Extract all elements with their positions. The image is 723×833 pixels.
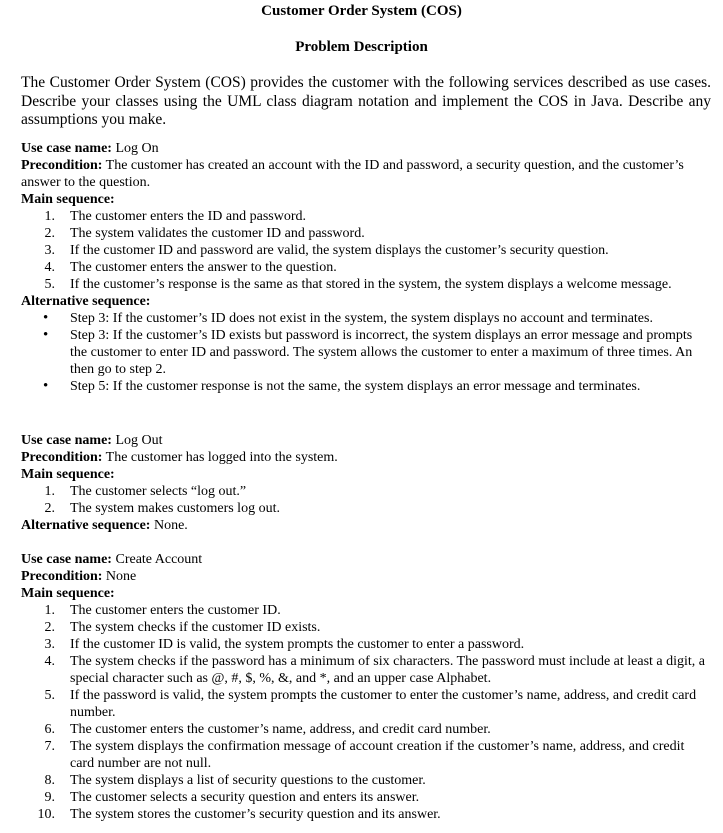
- list-item: 2. The system makes customers log out.: [44, 501, 280, 516]
- list-item: 8. The system displays a list of security questions to the customer.: [44, 773, 426, 788]
- list-item: 1. The customer selects “log out.”: [44, 484, 247, 499]
- precondition-text: The customer has logged into the system.: [105, 450, 338, 465]
- list-item: 7. The system displays the confirmation message of account creation if the customer’s name, address, and credit card number are not null.: [44, 739, 685, 771]
- use-case-name-line: [21, 140, 711, 157]
- use-case-name: Log On: [115, 141, 159, 156]
- alternative-sequence-label: Alternative sequence:: [21, 294, 151, 309]
- precondition-line: [21, 157, 711, 191]
- bullet-icon: •: [43, 310, 49, 326]
- alternative-text: None.: [153, 518, 188, 533]
- use-case-name-line: [21, 551, 711, 568]
- alternative-sequence-line: [21, 517, 711, 534]
- list-item: 2. The system validates the customer ID and password.: [44, 226, 365, 241]
- list-item: 3. If the customer ID is valid, the system prompts the customer to enter a password.: [44, 637, 525, 652]
- use-case-log-on: [21, 140, 711, 395]
- intro-paragraph: The Customer Order System (COS) provides the customer with the following services described as use cases. Describe your classes using the UML class diagram notation and implement the COS in Java. Describe any assumptions you make.: [21, 74, 711, 128]
- use-case-create-account: [21, 551, 711, 823]
- bullet-icon: •: [43, 327, 49, 343]
- main-sequence-list: [21, 483, 711, 517]
- label: Precondition:: [21, 569, 103, 584]
- main-sequence-label: Main sequence:: [21, 192, 115, 207]
- use-case-name: Log Out: [115, 433, 163, 448]
- main-sequence-label: Main sequence:: [21, 467, 115, 482]
- list-item: 4. The customer enters the answer to the question.: [44, 260, 337, 275]
- list-item: • Step 5: If the customer response is not the same, the system displays an error message and terminates.: [43, 378, 641, 394]
- list-item: • Step 3: If the customer’s ID exists but password is incorrect, the system displays an error message and prompts the customer to enter ID and password. The system allows the customer to enter a maximum of three times. An then go to step 2.: [43, 327, 693, 377]
- section-heading: Problem Description: [295, 39, 428, 55]
- main-sequence-list: [21, 602, 711, 823]
- precondition-line: [21, 568, 711, 585]
- list-item: 5. If the customer’s response is the same as that stored in the system, the system displays a welcome message.: [44, 277, 672, 292]
- label: Alternative sequence:: [21, 518, 151, 533]
- alternative-sequence-list: [21, 310, 711, 395]
- list-item: 3. If the customer ID and password are valid, the system displays the customer’s security question.: [44, 243, 609, 258]
- precondition-line: [21, 449, 711, 466]
- list-item: 9. The customer selects a security question and enters its answer.: [44, 790, 420, 805]
- document-title: Customer Order System (COS): [261, 3, 462, 19]
- list-item: 5. If the password is valid, the system prompts the customer to enter the customer’s name, address, and credit card number.: [44, 688, 697, 720]
- list-item: 1. The customer enters the ID and password.: [44, 209, 306, 224]
- list-item: 1. The customer enters the customer ID.: [44, 603, 281, 618]
- label: Precondition:: [21, 450, 103, 465]
- label: Use case name:: [21, 141, 112, 156]
- main-sequence-list: [21, 208, 711, 293]
- label: Use case name:: [21, 433, 112, 448]
- use-case-name: Create Account: [115, 552, 203, 567]
- label: Use case name:: [21, 552, 112, 567]
- label: Precondition:: [21, 158, 103, 173]
- list-item: 2. The system checks if the customer ID exists.: [44, 620, 321, 635]
- list-item: 4. The system checks if the password has a minimum of six characters. The password must include at least a digit, a special character such as @, #, $, %, &, and *, and an upper case Alphabet.: [44, 654, 706, 686]
- precondition-text: None: [105, 569, 137, 584]
- list-item: • Step 3: If the customer’s ID does not exist in the system, the system displays no account and terminates.: [43, 310, 653, 326]
- list-item: 10. The system stores the customer’s security question and its answer.: [37, 807, 441, 822]
- main-sequence-label: Main sequence:: [21, 586, 115, 601]
- precondition-text: The customer has created an account with the ID and password, a security question, and the customer’s answer to the question.: [21, 158, 684, 190]
- list-item: 6. The customer enters the customer’s name, address, and credit card number.: [44, 722, 491, 737]
- use-case-log-out: [21, 432, 711, 534]
- bullet-icon: •: [43, 378, 49, 394]
- use-case-name-line: [21, 432, 711, 449]
